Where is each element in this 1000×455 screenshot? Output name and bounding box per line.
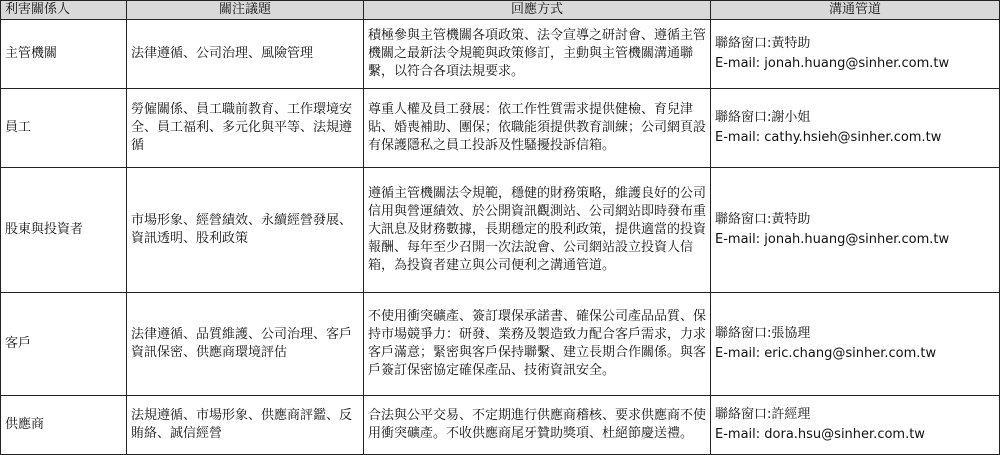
contact-person: 聯絡窗口:張協理 (715, 326, 811, 341)
header-row (1, 1, 1000, 20)
table-row (1, 168, 1000, 293)
contact-email: E-mail: jonah.huang@sinher.com.tw (715, 56, 950, 71)
contact-email: E-mail: dora.hsu@sinher.com.tw (715, 427, 925, 442)
channel-cell (711, 293, 1000, 396)
header-channel: 溝通管道 (711, 1, 1000, 20)
issues-cell: 勞僱關係、員工職前教育、工作環境安全、員工福利、多元化與平等、法規遵循 (127, 89, 364, 168)
table-row (1, 89, 1000, 168)
channel-cell (711, 396, 1000, 455)
header-issues: 關注議題 (127, 1, 364, 20)
contact-email: E-mail: cathy.hsieh@sinher.com.tw (715, 130, 942, 145)
response-cell: 尊重人權及員工發展：依工作性質需求提供健檢、育兒津貼、婚喪補助、團保；依職能須提供教育訓練；公司網頁設有保護隱私之員工投訴及性騷擾投訴信箱。 (364, 89, 711, 168)
response-cell: 遵循主管機關法令規範，穩健的財務策略，維護良好的公司信用與營運績效、於公開資訊觀測站、公司網站即時發布重大訊息及財務數據，長期穩定的股利政策，提供適當的投資報酬、每年至少召開一次法說會、公司網站設立投資人信箱，為投資者建立與公司便利之溝通管道。 (364, 168, 711, 293)
contact-person: 聯絡窗口:黃特助 (715, 212, 811, 227)
table-row (1, 20, 1000, 89)
stakeholder-cell: 股東與投資者 (1, 168, 127, 293)
table-row (1, 396, 1000, 455)
stakeholder-cell: 主管機關 (1, 20, 127, 89)
response-cell: 積極參與主管機關各項政策、法令宣導之研討會、遵循主管機關之最新法令規範與政策修訂，主動與主管機關溝通聯繫，以符合各項法規要求。 (364, 20, 711, 89)
issues-cell: 法律遵循、品質維護、公司治理、客戶資訊保密、供應商環境評估 (127, 293, 364, 396)
header-stakeholder: 利害關係人 (1, 1, 127, 20)
issues-cell: 法律遵循、公司治理、風險管理 (127, 20, 364, 89)
header-response: 回應方式 (364, 1, 711, 20)
contact-person: 聯絡窗口:許經理 (715, 407, 811, 422)
contact-person: 聯絡窗口:謝小姐 (715, 110, 811, 125)
issues-cell: 市場形象、經營績效、永續經營發展、資訊透明、股利政策 (127, 168, 364, 293)
stakeholder-cell: 供應商 (1, 396, 127, 455)
channel-cell (711, 20, 1000, 89)
response-cell: 合法與公平交易、不定期進行供應商稽核、要求供應商不使用衝突礦產。不收供應商尾牙贊助獎項、杜絕節慶送禮。 (364, 396, 711, 455)
issues-cell: 法規遵循、市場形象、供應商評鑑、反賄絡、誠信經營 (127, 396, 364, 455)
stakeholder-cell: 客戶 (1, 293, 127, 396)
contact-person: 聯絡窗口:黃特助 (715, 36, 811, 51)
table-row (1, 293, 1000, 396)
channel-cell (711, 168, 1000, 293)
contact-email: E-mail: jonah.huang@sinher.com.tw (715, 232, 950, 247)
channel-cell (711, 89, 1000, 168)
response-cell: 不使用衝突礦產、簽訂環保承諾書、確保公司產品品質、保持市場競爭力：研發、業務及製造致力配合客戶需求，力求客戶滿意；緊密與客戶保持聯繫、建立長期合作關係。與客戶簽訂保密協定確保產品、技術資訊安全。 (364, 293, 711, 396)
contact-email: E-mail: eric.chang@sinher.com.tw (715, 346, 937, 361)
stakeholder-cell: 員工 (1, 89, 127, 168)
